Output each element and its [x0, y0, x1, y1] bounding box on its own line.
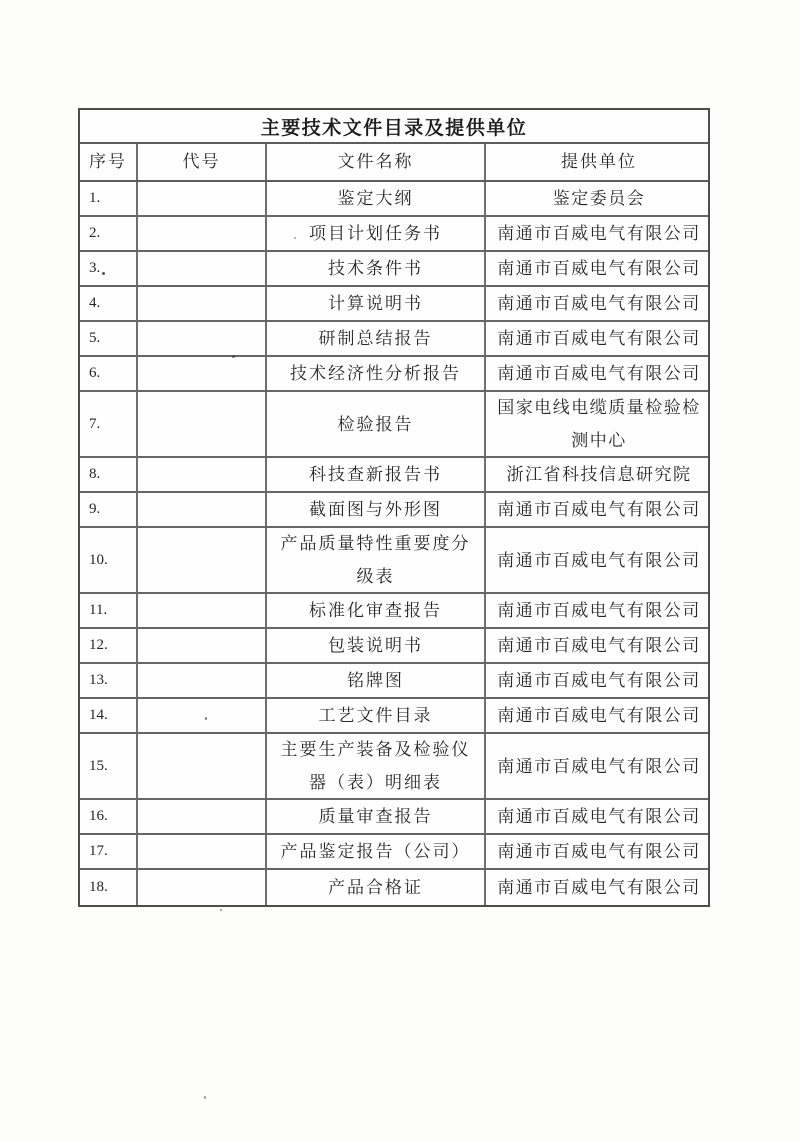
cell-provider-unit — [484, 734, 712, 798]
cell-document-name-text: 科技查新报告书 — [309, 465, 442, 484]
table-row — [80, 287, 708, 322]
cell-serial-number — [80, 458, 136, 491]
table-row — [80, 800, 708, 835]
cell-document-name — [265, 800, 484, 833]
scan-speck — [204, 1096, 206, 1099]
cell-serial-number-text: 17. — [89, 843, 108, 859]
cell-document-name — [265, 392, 484, 456]
table-title: 主要技术文件目录及提供单位 — [80, 110, 708, 144]
cell-code — [136, 734, 265, 798]
cell-code — [136, 528, 265, 592]
cell-document-name — [265, 594, 484, 627]
cell-provider-unit-text: 南通市百威电气有限公司 — [497, 807, 701, 826]
table-row — [80, 664, 708, 699]
cell-provider-unit — [484, 493, 712, 526]
cell-document-name — [265, 493, 484, 526]
cell-code — [136, 870, 265, 905]
cell-document-name-text: 计算说明书 — [328, 294, 423, 313]
cell-code — [136, 699, 265, 732]
cell-document-name-text: 主要生产装备及检验仪 — [280, 740, 471, 759]
cell-document-name-text: 检验报告 — [337, 414, 414, 434]
cell-provider-unit — [484, 322, 712, 355]
table-body — [80, 182, 708, 905]
table-row — [80, 699, 708, 734]
cell-provider-unit — [484, 664, 712, 697]
cell-document-name-text: 标准化审查报告 — [309, 601, 442, 620]
table-row — [80, 182, 708, 217]
cell-provider-unit-text: 南通市百威电气有限公司 — [497, 500, 701, 519]
table-row — [80, 594, 708, 629]
cell-code — [136, 287, 265, 320]
cell-serial-number — [80, 699, 136, 732]
cell-provider-unit — [484, 182, 712, 215]
cell-document-name-text: 截面图与外形图 — [309, 500, 442, 519]
cell-serial-number-text: 15. — [89, 757, 108, 774]
cell-provider-unit — [484, 357, 712, 390]
cell-serial-number — [80, 835, 136, 868]
cell-serial-number-text: 16. — [89, 808, 108, 824]
table-row — [80, 493, 708, 528]
cell-serial-number-text: 1. — [89, 190, 101, 206]
cell-provider-unit-text: 南通市百威电气有限公司 — [497, 842, 701, 861]
cell-provider-unit — [484, 594, 712, 627]
cell-document-name-text: 产品质量特性重要度分 — [280, 534, 471, 553]
cell-provider-unit — [484, 287, 712, 320]
cell-document-name-text: 鉴定大纲 — [337, 189, 414, 208]
cell-serial-number — [80, 493, 136, 526]
cell-serial-number-text: 10. — [89, 551, 108, 568]
cell-provider-unit-text: 南通市百威电气有限公司 — [497, 671, 701, 690]
header-provider-unit: 提供单位 — [484, 144, 712, 180]
scan-speck — [232, 355, 235, 358]
cell-document-name-text: 包装说明书 — [328, 636, 423, 655]
scan-speck — [220, 909, 222, 911]
cell-serial-number — [80, 800, 136, 833]
cell-document-name-text: 技术条件书 — [328, 259, 423, 278]
cell-provider-unit-text: 浙江省科技信息研究院 — [506, 465, 692, 484]
cell-serial-number — [80, 528, 136, 592]
cell-provider-unit — [484, 800, 712, 833]
table-row — [80, 357, 708, 392]
cell-code — [136, 594, 265, 627]
scan-speck — [205, 717, 207, 720]
cell-serial-number-text: 12. — [89, 637, 108, 653]
cell-serial-number — [80, 594, 136, 627]
scan-speck — [102, 272, 105, 275]
cell-code — [136, 392, 265, 456]
cell-serial-number — [80, 734, 136, 798]
cell-provider-unit-text: 鉴定委员会 — [552, 189, 646, 208]
table-row — [80, 870, 708, 905]
cell-serial-number-text: 18. — [89, 879, 108, 895]
cell-document-name — [265, 664, 484, 697]
cell-serial-number — [80, 287, 136, 320]
cell-provider-unit — [484, 629, 712, 662]
cell-code — [136, 357, 265, 390]
table-row — [80, 734, 708, 800]
cell-provider-unit-text: 南通市百威电气有限公司 — [497, 601, 701, 620]
cell-code — [136, 493, 265, 526]
table-row — [80, 835, 708, 870]
cell-document-name-text: 器（表）明细表 — [309, 773, 442, 792]
cell-provider-unit — [484, 699, 712, 732]
cell-serial-number-text: 14. — [89, 707, 108, 723]
cell-code — [136, 664, 265, 697]
cell-serial-number — [80, 322, 136, 355]
cell-serial-number — [80, 217, 136, 250]
cell-document-name — [265, 357, 484, 390]
cell-document-name — [265, 322, 484, 355]
cell-document-name-text: 工艺文件目录 — [318, 706, 433, 725]
cell-document-name-text: 级表 — [356, 567, 395, 586]
cell-code — [136, 322, 265, 355]
cell-serial-number-text: 5. — [89, 330, 101, 346]
cell-document-name — [265, 182, 484, 215]
cell-provider-unit — [484, 458, 712, 491]
cell-provider-unit — [484, 392, 712, 456]
cell-provider-unit — [484, 835, 712, 868]
cell-provider-unit-text: 南通市百威电气有限公司 — [497, 259, 701, 278]
table-row — [80, 629, 708, 664]
scan-speck — [294, 237, 296, 239]
cell-provider-unit-text: 南通市百威电气有限公司 — [497, 550, 701, 570]
cell-document-name — [265, 629, 484, 662]
cell-document-name-text: 技术经济性分析报告 — [290, 364, 461, 383]
cell-document-name-text: 项目计划任务书 — [309, 224, 442, 243]
cell-serial-number-text: 3. — [89, 260, 101, 276]
cell-serial-number — [80, 629, 136, 662]
cell-serial-number-text: 7. — [89, 415, 101, 432]
cell-provider-unit-text: 南通市百威电气有限公司 — [497, 756, 701, 776]
cell-serial-number — [80, 357, 136, 390]
cell-serial-number-text: 11. — [89, 602, 108, 618]
table-row — [80, 392, 708, 458]
cell-document-name — [265, 252, 484, 285]
cell-document-name — [265, 835, 484, 868]
cell-serial-number — [80, 252, 136, 285]
table-row — [80, 528, 708, 594]
cell-code — [136, 458, 265, 491]
cell-serial-number-text: 6. — [89, 365, 101, 381]
table-row — [80, 322, 708, 357]
cell-code — [136, 629, 265, 662]
cell-provider-unit-text: 南通市百威电气有限公司 — [497, 706, 701, 725]
cell-document-name-text: 研制总结报告 — [318, 329, 433, 348]
cell-document-name — [265, 870, 484, 905]
cell-serial-number-text: 13. — [89, 672, 108, 688]
cell-serial-number — [80, 664, 136, 697]
technical-documents-table — [78, 108, 710, 907]
cell-provider-unit-text: 南通市百威电气有限公司 — [497, 878, 701, 897]
cell-document-name — [265, 217, 484, 250]
cell-serial-number-text: 8. — [89, 466, 101, 482]
cell-document-name-text: 产品合格证 — [328, 878, 423, 897]
cell-document-name — [265, 458, 484, 491]
cell-provider-unit-text: 南通市百威电气有限公司 — [497, 224, 701, 243]
cell-provider-unit — [484, 528, 712, 592]
cell-document-name — [265, 287, 484, 320]
cell-serial-number-text: 4. — [89, 295, 101, 311]
cell-code — [136, 835, 265, 868]
cell-document-name — [265, 528, 484, 592]
cell-provider-unit-text: 南通市百威电气有限公司 — [497, 636, 701, 655]
cell-provider-unit-text: 南通市百威电气有限公司 — [497, 329, 701, 348]
cell-provider-unit-text: 南通市百威电气有限公司 — [497, 364, 701, 383]
cell-serial-number-text: 9. — [89, 501, 101, 517]
cell-serial-number — [80, 182, 136, 215]
cell-document-name-text: 铭牌图 — [347, 671, 404, 690]
cell-serial-number-text: 2. — [89, 225, 101, 241]
cell-serial-number — [80, 870, 136, 905]
cell-document-name-text: 质量审查报告 — [318, 807, 433, 826]
table-row — [80, 217, 708, 252]
cell-document-name — [265, 699, 484, 732]
header-code: 代号 — [136, 144, 265, 180]
cell-provider-unit — [484, 217, 712, 250]
table-header-row — [80, 144, 708, 182]
cell-provider-unit — [484, 870, 712, 905]
header-serial-number: 序号 — [89, 152, 127, 171]
cell-code — [136, 182, 265, 215]
cell-document-name-text: 产品鉴定报告（公司） — [280, 842, 471, 861]
cell-provider-unit-text: 国家电线电缆质量检验检 — [497, 398, 701, 417]
cell-provider-unit-text: 测中心 — [571, 431, 627, 450]
cell-serial-number — [80, 392, 136, 456]
cell-provider-unit-text: 南通市百威电气有限公司 — [497, 294, 701, 313]
table-row — [80, 458, 708, 493]
cell-code — [136, 252, 265, 285]
cell-document-name — [265, 734, 484, 798]
cell-code — [136, 217, 265, 250]
cell-provider-unit — [484, 252, 712, 285]
cell-code — [136, 800, 265, 833]
table-row — [80, 252, 708, 287]
header-document-name: 文件名称 — [265, 144, 484, 180]
